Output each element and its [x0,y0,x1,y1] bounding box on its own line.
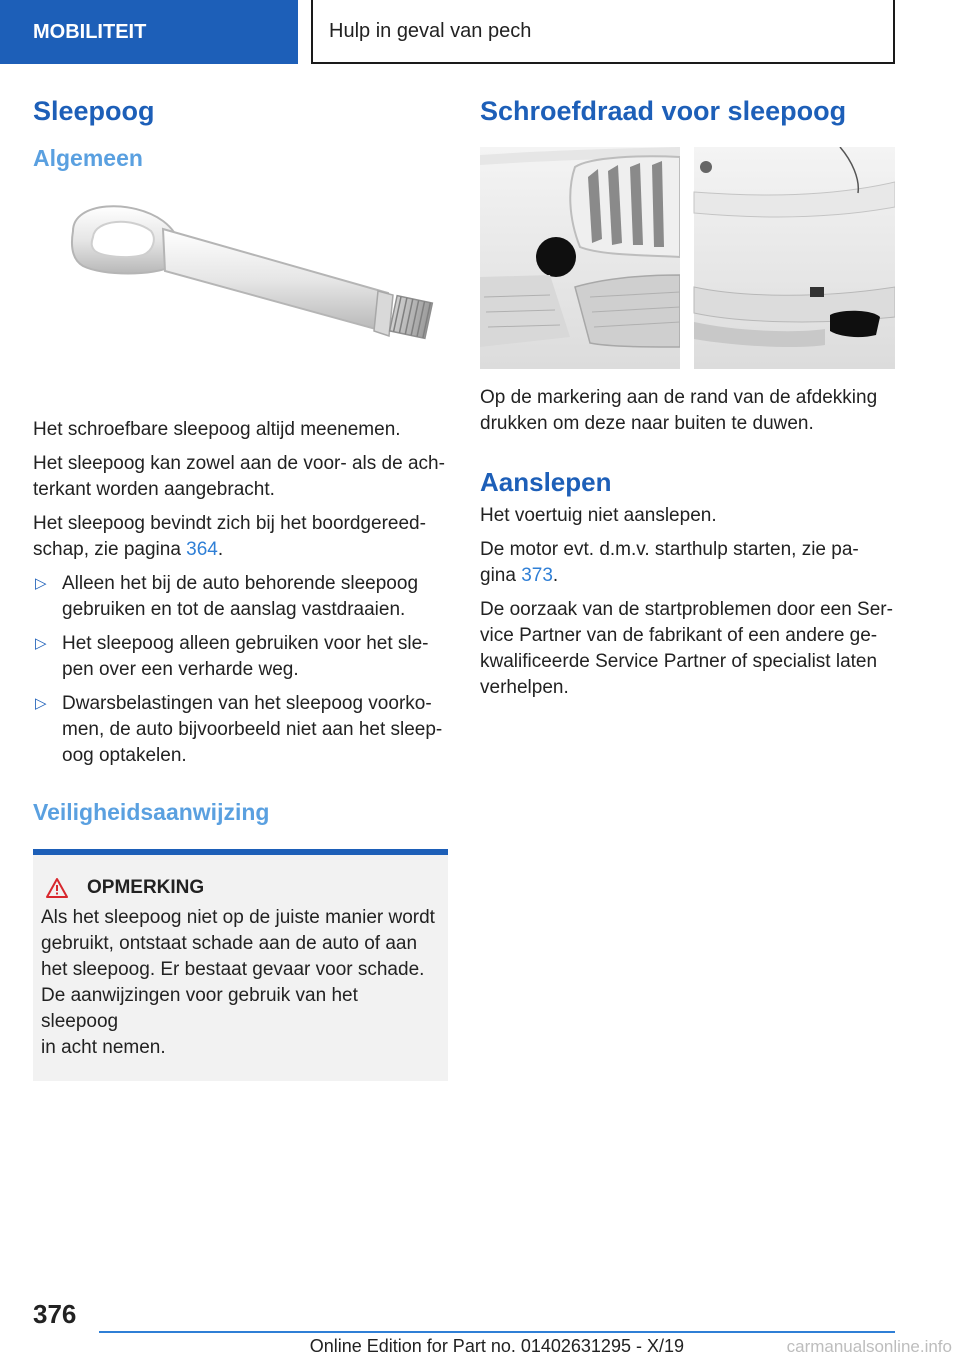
para-front-rear: Het sleepoog kan zowel aan de voor- als de ach- terkant worden aangebracht. [33,452,445,500]
footer-rule [99,1331,895,1333]
tow-cover-front [536,237,576,277]
subtitle-general: Algemeen [33,145,143,172]
tow-para-3: De oorzaak van de startproblemen door een Ser- vice Partner van de fabrikant of een andere ge- kwalificeerde Service Partner of specialist laten verhelpen. [480,598,893,698]
right-column [480,95,895,709]
list-item: ▷ Dwarsbelastingen van het sleepoog voorko- men, de auto bijvoorbeeld niet aan het sleep- oog optakelen. [35,692,443,766]
chapter-label: Hulp in geval van pech [329,19,532,42]
list-item: ▷ Het sleepoog alleen gebruiken voor het sle- pen over een verharde weg. [35,632,429,680]
notice-text: Als het sleepoog niet op de juiste manier wordt gebruikt, ontstaat schade aan de auto of aan het sleepoog. Er bestaat gevaar voor schade. De aanwijzingen voor gebruik van het sleepoog in acht nemen. [41,906,435,1058]
tow-eye-image [33,181,448,411]
section-label: MOBILITEIT [33,20,147,43]
warning-triangle-icon [45,877,69,899]
page-number: 376 [33,1299,77,1329]
page-link-373[interactable]: 373 [521,564,553,586]
bumper-caption: Op de markering aan de rand van de afdekking drukken om deze naar buiten te duwen. [480,387,878,435]
notice-box [33,849,448,1081]
triangle-bullet-icon: ▷ [35,574,47,592]
bumper-image [480,147,895,369]
instructions-list [33,571,448,769]
page-title: Sleepoog [33,96,155,126]
triangle-bullet-icon: ▷ [35,634,47,652]
para-carry: Het schroefbare sleepoog altijd meenemen. [33,418,401,440]
tow-para-1: Het voertuig niet aanslepen. [480,504,717,526]
left-column [33,95,448,1081]
section-title-thread: Schroefdraad voor sleepoog [480,96,847,126]
chapter-tab [311,0,895,64]
rear-bumper-view [694,147,895,369]
section-tab [0,0,298,64]
page-link-364[interactable]: 364 [186,538,218,560]
towing-heading: Aanslepen [480,467,612,498]
edition-text: Online Edition for Part no. 01402631295 - X/19 [309,1336,684,1356]
tow-para-2: De motor evt. d.m.v. starthulp starten, zie pa- gina 373. [480,538,859,586]
safety-heading: Veiligheidsaanwijzing [33,798,270,825]
front-bumper-view [480,147,680,369]
list-item: ▷ Alleen het bij de auto behorende sleepoog gebruiken en tot de aanslag vastdraaien. [35,572,419,620]
triangle-bullet-icon: ▷ [35,694,47,712]
watermark: carmanualsonline.info [786,1337,952,1356]
notice-title: OPMERKING [87,876,205,898]
tow-cover-rear [830,311,880,337]
tow-eye-shaft [163,229,388,331]
para-location: Het sleepoog bevindt zich bij het boordgereed- schap, zie pagina 364. [33,512,426,560]
